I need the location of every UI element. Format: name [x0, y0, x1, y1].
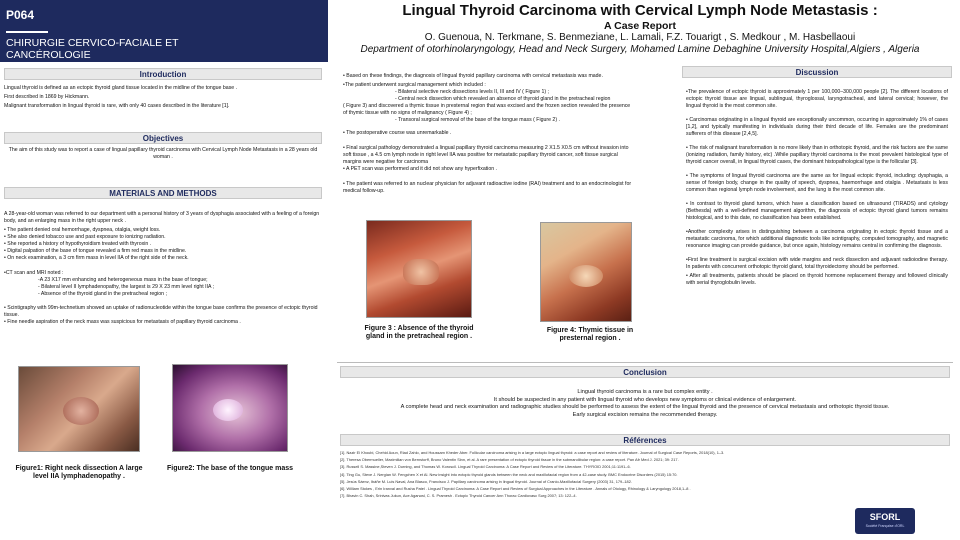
discussion-para: • In contrast to thyroid gland tumors, which have a classification based on ultrasound (TIRADS) and cytology (Bethesda) with a well-defined management algorithm, the diagnosis of ectopic thyroid gland tumors remains histological, and to this date, no classification has been established.	[686, 201, 948, 221]
methods-text	[4, 211, 322, 326]
reference-item: [6]. William Stokes , Erin Iranval and Rusha Patel . Lingual Thyroid Carcinoma: A Case Report and Review of Surgical Approaches in the Literature . Annals of Otology, Rhinology & Laryngology 2018,1–8 .	[340, 486, 691, 492]
ct-item: -A 23 X17 mm enhancing and heterogeneous mass in the base of tongue;	[38, 277, 208, 283]
objectives-heading: Objectives	[4, 132, 322, 144]
discussion-para: •The prevalence of ectopic thyroid is approximately 1 per 100,000–300,000 people [2]. The different locations of ectopic thyroid tissue are lingual, sublingual, thyroglossal, laryngotracheal, and lateral cervical; however, the lingual thyroid is the most common site.	[686, 89, 948, 109]
surgery-step: - Bilateral selective neck dissections levels II, III and IV ( Figure 1) ;	[395, 89, 549, 95]
affiliation: Department of otorhinolaryngology, Head and Neck Surgery, Mohamed Lamine Debaghine University Hospital,Algiers , Algeria	[360, 44, 920, 55]
discussion-para: •First line treatment is surgical excision with wide margins and neck dissection and adjuvant radioiodine therapy. In patients with concurrent orthotopic thyroid gland, total thyroidectomy should be performed.	[686, 257, 948, 270]
conclusion-line: It should be suspected in any patient with lingual thyroid who develops new symptoms or clinical evidence of enlargement.	[493, 396, 797, 403]
methods-bullet: • She also denied tobacco use and past exposure to ionizing radiation.	[4, 234, 166, 240]
reference-item: [5]. Jesús Sáenz, Ibáñe M. Luis Naval, Ana Blasco, Francisco J. Papillary carcinoma arising in lingual thyroid. Journal of Cranio-Maxillofacial Surgery (2003) 31, 179–182.	[340, 478, 632, 484]
reference-item: [3]. Russell S. Massine,Steven J. Durning, and Thomas W. Koroscil. Lingual Thyroid Carcinoma: A Case Report and Review of the Literature. THYROID 2001;11:1191–6.	[340, 464, 631, 470]
methods-heading: MATERIALS AND METHODS	[4, 187, 322, 199]
introduction-text	[4, 85, 322, 112]
conclusion-line: A complete head and neck examination and radiographic studies should be performed to assess the extent of the lingual thyroid and the presence of cervical metastasis and orthotopic thyroid tissue.	[400, 404, 890, 411]
reference-item: [1]. Nazir El Khoubi, Chehid Aoun, Riad Zahlo, and Houssam Kheder Aber. Follicular carcinoma arising in a large ectopic lingual thyroid: a case report and review of literature. Journal of Surgical Case Reports, 2018(10), 1–3.	[340, 450, 725, 455]
discussion-text	[686, 89, 948, 289]
ct-item: - Absence of the thyroid gland in the pretracheal region ;	[38, 291, 167, 297]
intro-para: Lingual thyroid is defined as an ectopic thyroid gland tissue located in the midline of the tongue base .	[4, 85, 238, 91]
case-para: • The patient was referred to an nuclear physician for adjuvant radioactive iodine (RAI) treatment and to an endocrinologist for medical follow-up.	[343, 181, 632, 194]
figure-1-image	[18, 366, 140, 452]
figure-1-caption: Figure1: Right neck dissection A large level IIA lymphadenopathy .	[15, 465, 143, 480]
authors: O. Guenoua, N. Terkmane, S. Benmeziane, L. Lamali, F.Z. Touarigt , S. Medkour , M. Hasbellaoui	[424, 32, 856, 43]
reference-item: [7]. Bhavin C. Shah, Srinivas Jukun, Ace Agarwal, C. S. Pramesh . Ectopic Thyroid Cancer Ann Thorac Cardiovasc Surg 2007; 13: 122–4.	[340, 493, 577, 499]
methods-bullet: • On neck examination, a 3 cm firm mass in level IIA of the right side of the neck.	[4, 255, 189, 261]
discussion-para: •Another complexity arises in distinguishing between a carcinoma originating in ectopic thyroid tissue and a metastatic carcinoma, for which additional diagnostic tools like scintigraphy, computed tomography, and magnetic resonance imaging can provide guidance, but once again, histology remains central in confirming the diagnosis.	[686, 229, 948, 249]
ct-heading: •CT scan and MRI noted :	[4, 270, 64, 276]
divider	[6, 31, 48, 33]
title-block	[330, 2, 950, 56]
case-para: •The patient underwent surgical management which included :	[343, 82, 486, 88]
logo-text: SFORL	[869, 512, 901, 522]
figure-4-image	[540, 222, 632, 322]
references-heading: Références	[340, 434, 950, 446]
methods-bullet: • She reported a history of hypothyroidism treated with thyroxin .	[4, 241, 152, 247]
ct-item: - Bilateral level II lymphadenopathy, the largest is 29 X 23 mm level right IIA ;	[38, 284, 215, 290]
discussion-para: • After all treatments, patients should be placed on thyroid hormone replacement therapy and followed clinically with serial thyroglobulin levels.	[686, 273, 948, 286]
discussion-heading: Discussion	[682, 66, 952, 78]
figure-3-caption: Figure 3 : Absence of the thyroid gland in the pretracheal region .	[364, 325, 474, 340]
intro-para: Malignant transformation in lingual thyroid is rare, with only 40 cases described in the literature [1].	[4, 103, 230, 109]
case-para: • Final surgical pathology demonstrated a lingual papillary thyroid carcinoma measuring 2 X1.5 X0.5 cm without invasion into soft tissue , a 4.5 cm lymph node in right level IIA was positive for metastatic papillary thyroid cancer, soft tissue surgical margins were negative for carcinoma	[343, 145, 629, 165]
case-para: • Based on these findings, the diagnosis of lingual thyroid papillary carcinoma with cervical metastasis was made.	[343, 73, 603, 79]
poster-code: P064	[6, 8, 35, 22]
references-list	[340, 449, 845, 499]
conclusion-line: Lingual thyroid carcinoma is a rare but complex entity .	[577, 389, 713, 395]
case-para: • A PET scan was performed and it did not show any hyperfixation .	[343, 166, 497, 172]
methods-bullet: • Scintigraphy with 99m-technetium showed an uptake of radionucleotide within the tongue base confirms the presence of ectopic thyroid tissue.	[4, 305, 318, 318]
poster-subtitle: A Case Report	[604, 20, 676, 32]
divider	[337, 362, 953, 363]
header-band	[0, 0, 328, 62]
discussion-para: • The symptoms of lingual thyroid carcinoma are the same as for lingual ectopic thyroid, including: dysphagia, a sense of foreign body, change in the quality of speech, dyspnea, haemorrhage and otalgia . Metastasis is less common than regional lymph node involvement, and the lung is the most common site.	[686, 173, 948, 193]
surgery-step: - Transoral surgical removal of the base of the tongue mass ( Figure 2) .	[395, 117, 560, 123]
discussion-para: • Carcinomas originating in a lingual thyroid are exceptionally uncommon, occurring in approximately 1% of cases [1,2], and typically manifesting in individuals during their third decade of life. Females are the predominant sufferers of this disease [2,4,5].	[686, 117, 948, 137]
conclusion-text	[340, 389, 950, 419]
figure-2-caption: Figure2: The base of the tongue mass	[166, 465, 294, 472]
case-para: • The postoperative course was unremarkable .	[343, 130, 452, 136]
surgery-step: ( Figure 3) and discovered a thymic tissue in presternal region that was excised and the frozen section revealed the presence of thymic tissue with no signs of malignancy ( Figure 4) ;	[343, 103, 631, 116]
methods-bullet: • Digital palpation of the base of tongue revealed a firm red mass in the midline.	[4, 248, 187, 254]
figure-4-caption: Figure 4: Thymic tissue in presternal region .	[546, 327, 634, 342]
objectives-text: The aim of this study was to report a case of lingual papillary thyroid carcinoma with Cervical Lymph Node Metastasis in a 28 years old woman .	[8, 147, 318, 160]
introduction-heading: Introduction	[4, 68, 322, 80]
discussion-para: • The risk of malignant transformation is no more likely than in orthotopic thyroid, and the risk factors are the same (ionizing radiation, family history, etc) .While papillary thyroid carcinoma is the most prevalent histological type of thyroid cancer overall, in lingual thyroid cases, the dominant histopathological type is the follicular [3].	[686, 145, 948, 165]
figure-3-image	[366, 220, 472, 318]
figure-2-image	[172, 364, 288, 452]
reference-item: [2]. Theresa Obermueller, Maximilian von Bernstorff, Bruno Valentin Sinn, et al. A rare presentation of ectopic thyroid tissue in the submandibular region: a case report. Pan Afr Med J. 2021; 39: 217.	[340, 457, 679, 463]
conclusion-line: Early surgical excision remains the recommended therapy.	[572, 411, 718, 418]
intro-para: First described in 1869 by Hickmann.	[4, 94, 90, 100]
department-name: CHIRURGIE CERVICO-FACIALE ET CANCÉROLOGIE	[6, 37, 179, 61]
sforl-logo	[855, 508, 915, 534]
methods-bullet: • Fine needle aspiration of the neck mass was suspicious for metastasis of papillary thyroid carcinoma .	[4, 319, 241, 325]
surgery-step: - Central neck dissection which revealed an absence of thyroid gland in the pretracheal region	[395, 96, 611, 102]
methods-bullet: • The patient denied oral hemorrhage, dyspnea, otalgia, weight loss.	[4, 227, 161, 233]
methods-para: A 28-year-old woman was referred to our department with a personal history of 3 years of dysphagia associated with a feeling of a foreign body, and an enlarging mass in the right upper neck .	[4, 211, 320, 224]
conclusion-heading: Conclusion	[340, 366, 950, 378]
case-text	[343, 73, 633, 197]
reference-item: [4]. Ting Gu, Steve J. Nergian W. Fengchen X et Al. New insight into ectopic thyroid glands between the neck and maxillofacial region from a 42-case study. BMC Endocrine Disorders (2015) 15:70.	[340, 471, 678, 477]
logo-subtext: Société Française d'ORL	[865, 524, 905, 528]
poster-title: Lingual Thyroid Carcinoma with Cervical Lymph Node Metastasis :	[402, 2, 878, 19]
